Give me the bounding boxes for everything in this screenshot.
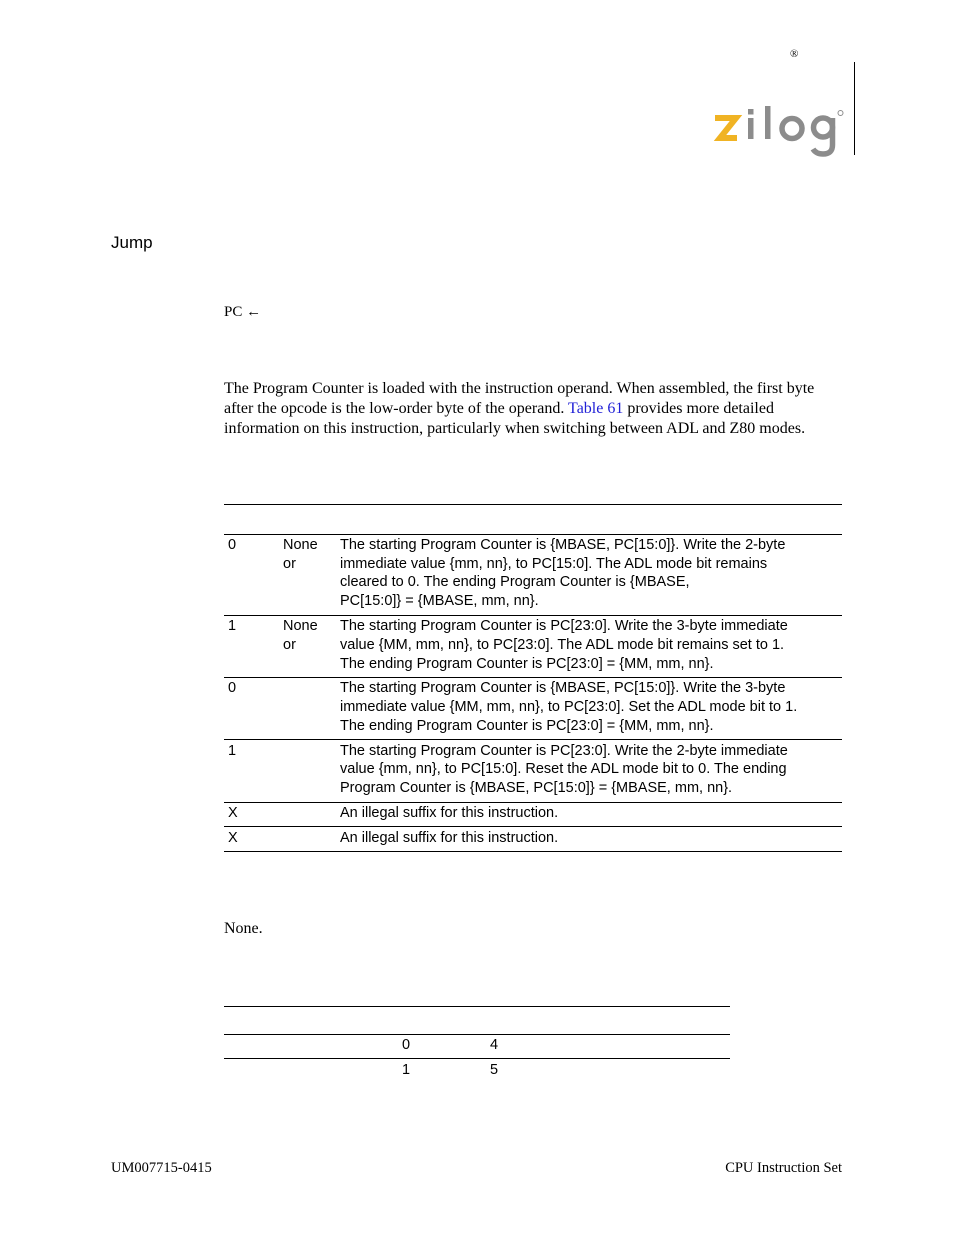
table-rule bbox=[224, 739, 842, 740]
operation-cell-line: Program Counter is {MBASE, PC[15:0]} = {MBASE, mm, nn}. bbox=[340, 780, 733, 796]
zilog-logo bbox=[712, 106, 847, 158]
description-text: The Program Counter is loaded with the instruction operand. When assembled, the first byte after the opcode is the low-order byte of the operand. bbox=[224, 380, 815, 417]
operation-cell-line: immediate value {mm, nn}, to PC[15:0]. The ADL mode bit remains bbox=[340, 556, 768, 572]
operation-cell-line: immediate value {MM, mm, nn}, to PC[23:0]. Set the ADL mode bit to 1. bbox=[340, 699, 798, 715]
cycles-cell: 5 bbox=[490, 1062, 499, 1078]
footer-section-name: CPU Instruction Set bbox=[725, 1160, 842, 1176]
adl-cell: 0 bbox=[228, 537, 237, 553]
table-rule bbox=[224, 1034, 730, 1035]
header-divider bbox=[854, 62, 855, 155]
operation-cell-line: cleared to 0. The ending Program Counter is {MBASE, bbox=[340, 574, 690, 590]
operation-cell-line: An illegal suffix for this instruction. bbox=[340, 830, 559, 846]
suffix-cell: None bbox=[283, 537, 318, 553]
adl-cell: 1 bbox=[228, 743, 237, 759]
operation-cell-line: The starting Program Counter is PC[23:0]. Write the 3-byte immediate bbox=[340, 618, 788, 634]
operation-cell-line: The ending Program Counter is PC[23:0] = {MM, mm, nn}. bbox=[340, 656, 714, 672]
footer-doc-number: UM007715-0415 bbox=[111, 1160, 212, 1176]
suffix-cell: or bbox=[283, 637, 296, 653]
suffix-cell: or bbox=[283, 556, 296, 572]
table-rule bbox=[224, 1058, 730, 1059]
operation-cell-line: PC[15:0]} = {MBASE, mm, nn}. bbox=[340, 593, 539, 609]
table-rule bbox=[224, 677, 842, 678]
table-rule bbox=[224, 802, 842, 803]
adl-cell: 1 bbox=[402, 1062, 411, 1078]
table-rule bbox=[224, 504, 842, 505]
suffix-cell: None bbox=[283, 618, 318, 634]
operation-cell-line: value {MM, mm, nn}, to PC[23:0]. The ADL mode bit remains set to 1. bbox=[340, 637, 785, 653]
operation-text: PC ← bbox=[224, 304, 262, 320]
operation-cell-line: value {mm, nn}, to PC[15:0]. Reset the ADL mode bit to 0. The ending bbox=[340, 761, 787, 777]
registered-mark: ® bbox=[790, 48, 799, 60]
table-rule bbox=[224, 615, 842, 616]
adl-cell: 0 bbox=[402, 1037, 411, 1053]
condition-bits-text: None. bbox=[224, 920, 263, 937]
cycles-cell: 4 bbox=[490, 1037, 499, 1053]
adl-cell: X bbox=[228, 830, 238, 846]
operation-cell-line: The starting Program Counter is {MBASE, PC[15:0]}. Write the 3-byte bbox=[340, 680, 786, 696]
operation-cell-line: The starting Program Counter is PC[23:0]. Write the 2-byte immediate bbox=[340, 743, 788, 759]
table-rule bbox=[224, 1006, 730, 1007]
table-rule bbox=[224, 534, 842, 535]
section-title: Jump bbox=[111, 233, 153, 252]
adl-cell: X bbox=[228, 805, 238, 821]
operation-cell-line: The starting Program Counter is {MBASE, PC[15:0]}. Write the 2-byte bbox=[340, 537, 786, 553]
operation-cell-line: An illegal suffix for this instruction. bbox=[340, 805, 559, 821]
table-rule bbox=[224, 851, 842, 852]
operation-cell-line: The ending Program Counter is PC[23:0] = {MM, mm, nn}. bbox=[340, 718, 714, 734]
adl-cell: 0 bbox=[228, 680, 237, 696]
description-paragraph bbox=[224, 379, 844, 439]
table-61-link[interactable]: Table 61 bbox=[568, 400, 624, 417]
adl-cell: 1 bbox=[228, 618, 237, 634]
description-text-continued: provides more detailed information on this instruction, particularly when switching between ADL and Z80 modes. bbox=[224, 400, 806, 437]
table-rule bbox=[224, 826, 842, 827]
